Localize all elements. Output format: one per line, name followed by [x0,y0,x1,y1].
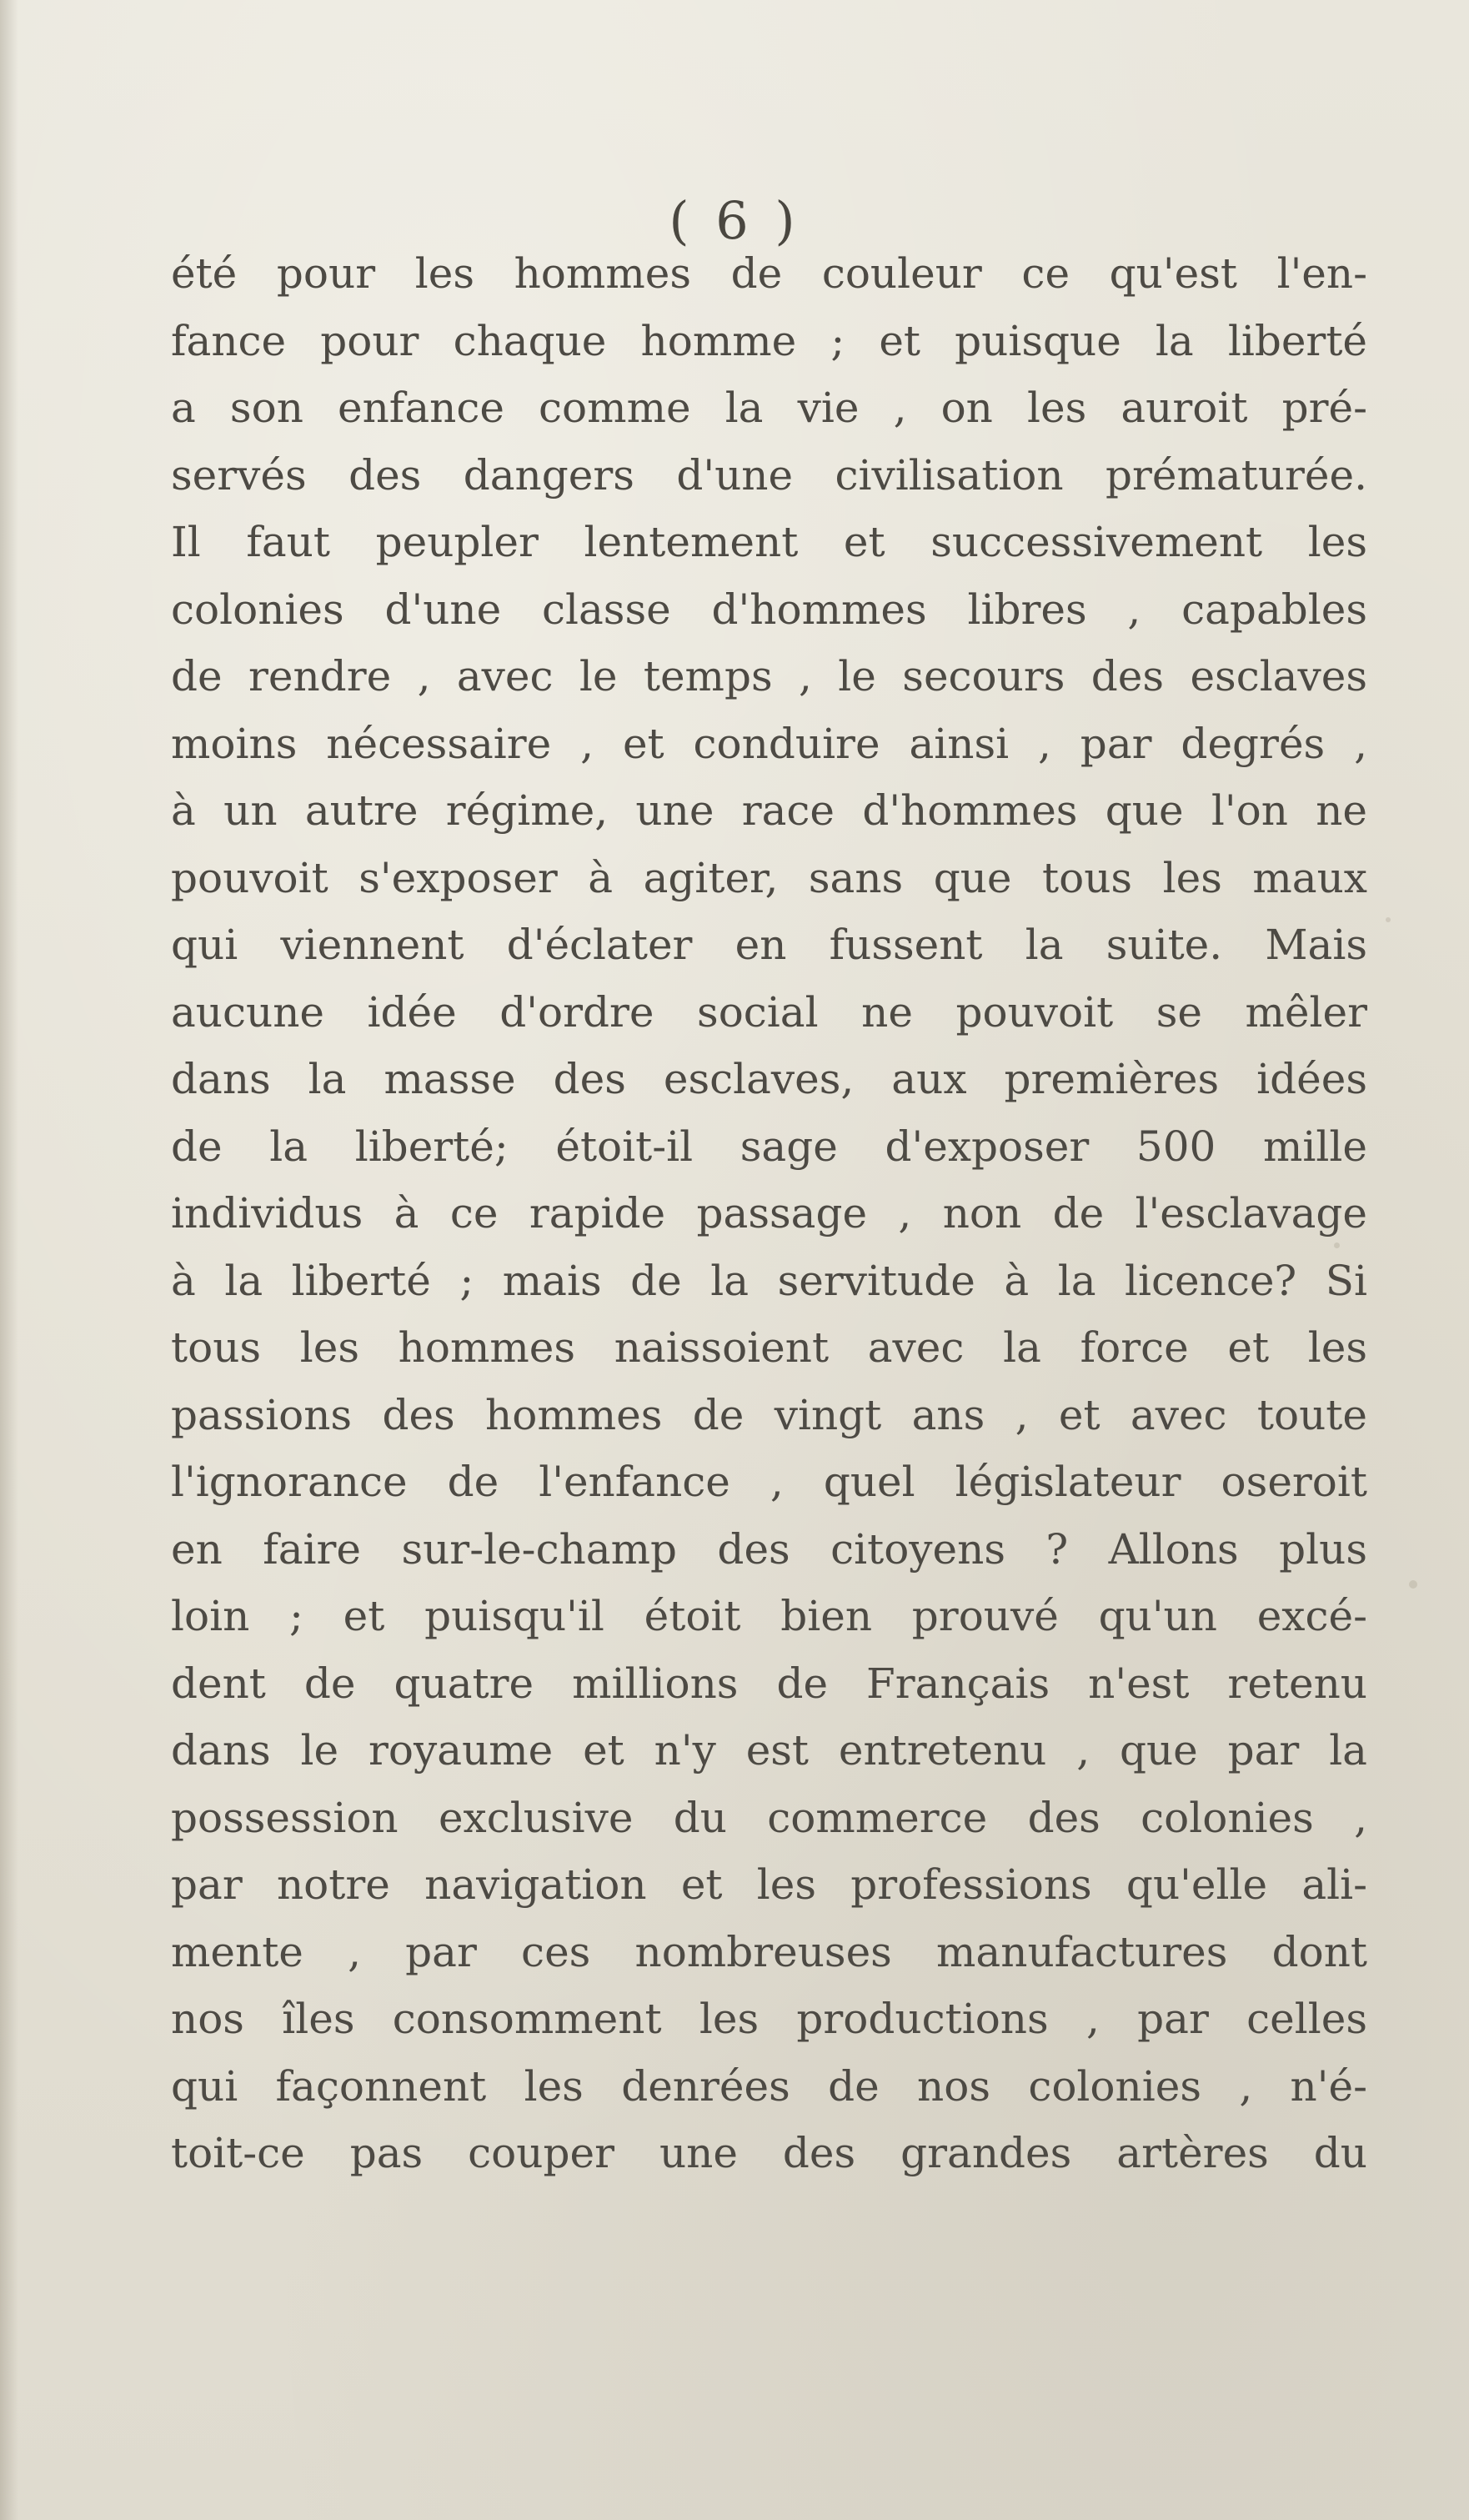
text-line: en faire sur-le-champ des citoyens ? Allons plus [171,1524,1367,1574]
page-binding-shadow [0,0,18,2520]
text-line: loin ; et puisqu'il étoit bien prouvé qu'un excé- [171,1592,1367,1640]
text-line: mente , par ces nombreuses manufactures dont [171,1927,1367,1976]
page-number: ( 6 ) [669,190,800,251]
text-line: colonies d'une classe d'hommes libres , capables [171,585,1367,634]
text-line: tous les hommes naissoient avec la force et les [171,1323,1367,1372]
text-line: individus à ce rapide passage , non de l'esclavage [171,1189,1367,1237]
text-line: qui façonnent les denrées de nos colonies , n'é- [171,2061,1367,2111]
text-line: toit-ce pas couper une des grandes artères du [171,2129,1367,2177]
text-line: possession exclusive du commerce des colonies , [171,1793,1367,1842]
text-line: dans la masse des esclaves, aux premières idées [171,1055,1367,1103]
text-line: qui viennent d'éclater en fussent la suite. Mais [171,921,1367,969]
text-line: fance pour chaque homme ; et puisque la liberté [171,316,1367,365]
text-line: aucune idée d'ordre social ne pouvoit se mêler [171,987,1367,1037]
text-line: pouvoit s'exposer à agiter, sans que tous les maux [171,853,1367,902]
text-line: à un autre régime, une race d'hommes que l'on ne [171,786,1367,835]
paper-spot [1386,917,1391,922]
text-line: de la liberté; étoit-il sage d'exposer 500 mille [171,1122,1367,1171]
text-line: a son enfance comme la vie , on les auroit pré- [171,384,1367,432]
text-line: servés des dangers d'une civilisation prématurée. [171,450,1367,499]
text-line: par notre navigation et les professions qu'elle ali- [171,1860,1367,1909]
text-line: moins nécessaire , et conduire ainsi , par degrés , [171,719,1367,768]
paper-spot [1409,1580,1417,1589]
text-line: passions des hommes de vingt ans , et avec toute [171,1390,1367,1439]
text-line: été pour les hommes de couleur ce qu'est l'en- [171,249,1367,298]
text-line: de rendre , avec le temps , le secours des esclaves [171,652,1367,700]
text-line: nos îles consomment les productions , par celles [171,1995,1367,2043]
text-line: dans le royaume et n'y est entretenu , que par la [171,1726,1367,1775]
text-line: à la liberté ; mais de la servitude à la licence? Si [171,1256,1367,1305]
body-text [171,240,1367,2187]
text-line: l'ignorance de l'enfance , quel législateur oseroit [171,1458,1367,1506]
text-line: Il faut peupler lentement et successivement les [171,518,1367,566]
text-line: dent de quatre millions de Français n'est retenu [171,1659,1367,1708]
